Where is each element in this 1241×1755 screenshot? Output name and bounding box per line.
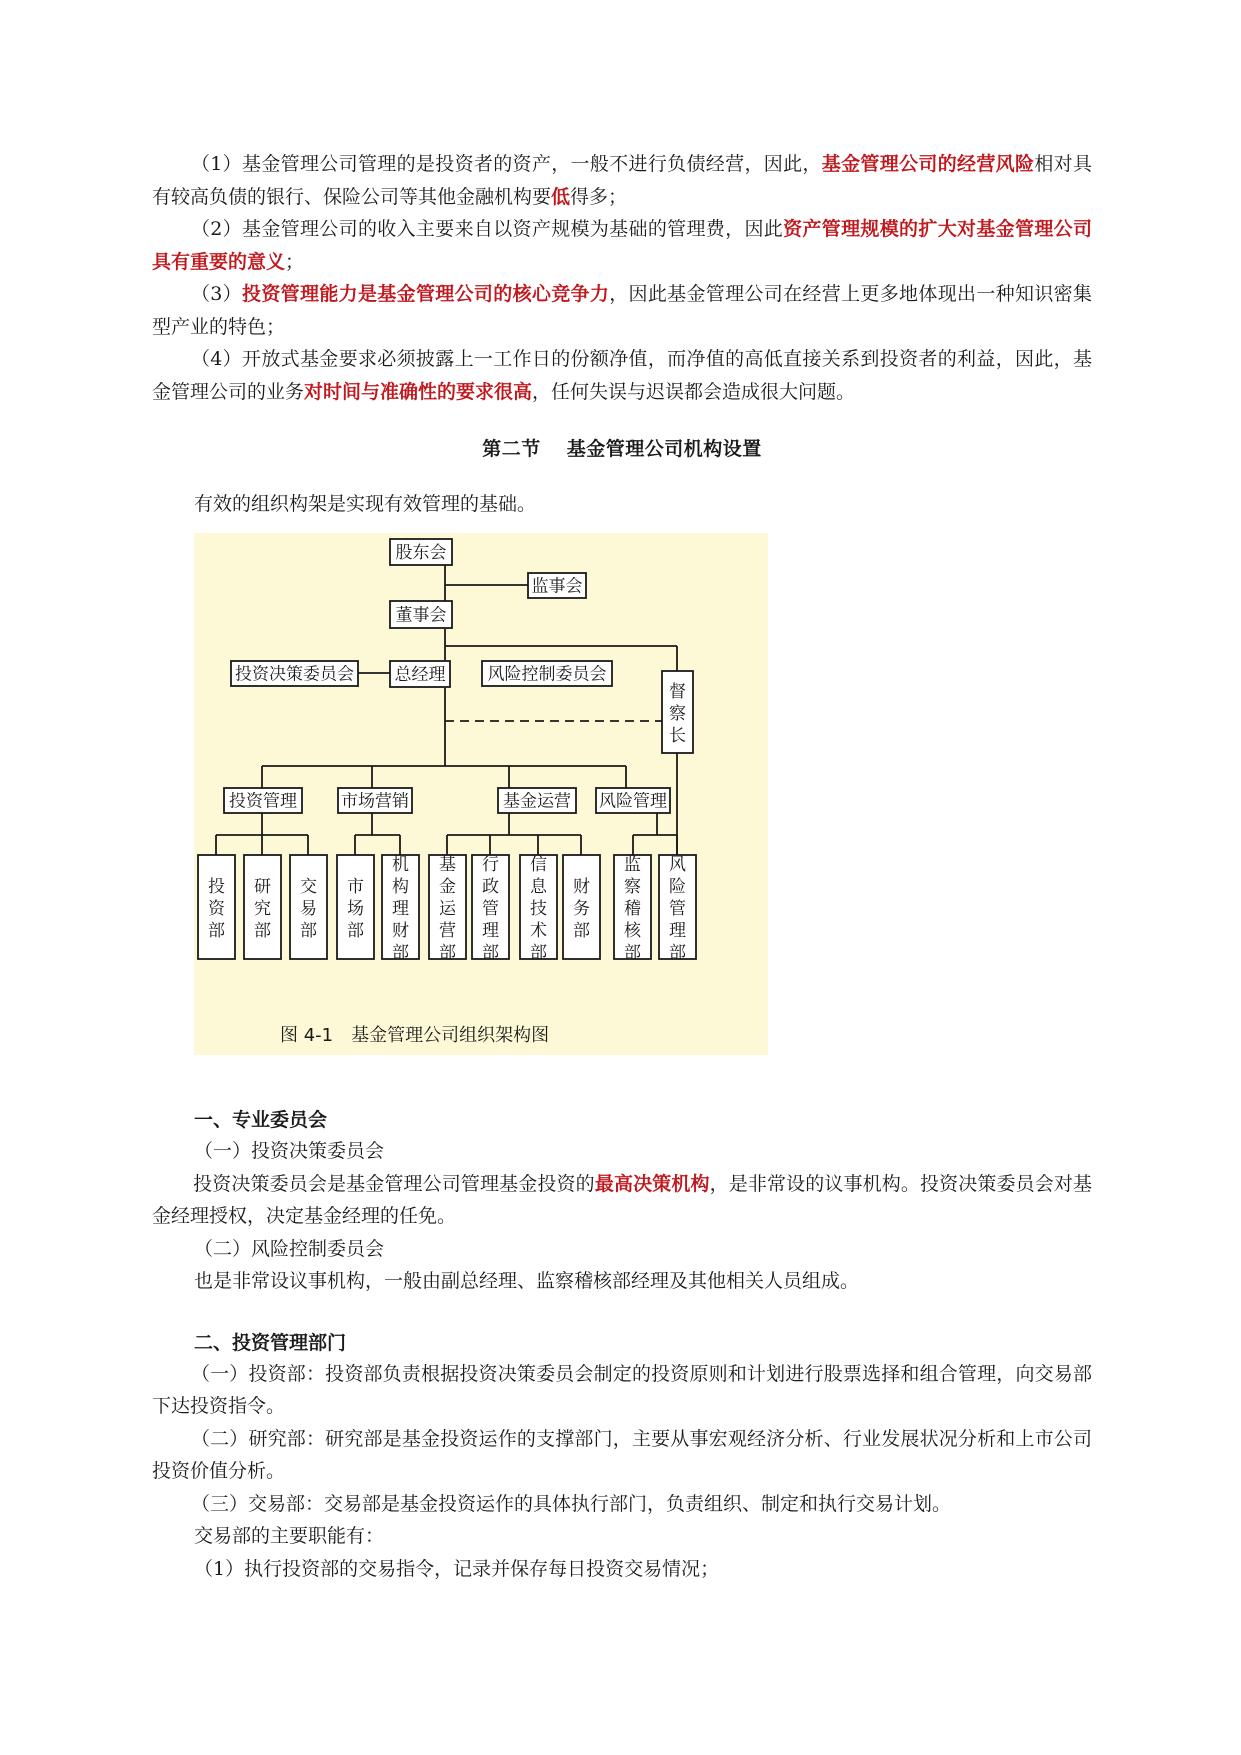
document-page: [152, 148, 1092, 1585]
sub-invest-committee: （一）投资决策委员会: [194, 1140, 385, 1162]
box-unit-3-3-char: 部: [530, 943, 547, 963]
intro-sentence: 有效的组织构架是实现有效管理的基础。: [194, 492, 537, 515]
box-unit-3-1-char: 部: [439, 943, 456, 963]
heading-committees: 一、专业委员会: [194, 1109, 328, 1131]
box-unit-3-1-char: 金: [439, 877, 456, 897]
box-division-1-label: 投资管理: [229, 791, 297, 812]
box-unit-3-2-char: 部: [482, 943, 499, 963]
box-division-2: [338, 788, 412, 813]
point-1-text-2: 相对具有较高负债的银行、保险公司等其他金融机构要: [152, 153, 1092, 208]
para-trading-dept: （三）交易部：交易部是基金投资运作的具体执行部门，负责组织、制定和执行交易计划。: [190, 1492, 951, 1515]
box-unit-1-2-char: 究: [254, 899, 271, 919]
section-number: 第二节: [482, 438, 541, 460]
box-unit-2-2: [382, 855, 419, 963]
box-unit-3-2-char: 政: [482, 877, 499, 897]
box-unit-2-2-char: 构: [392, 877, 409, 897]
box-unit-1-3-char: 易: [300, 899, 317, 919]
box-unit-2-2-char: 部: [392, 943, 409, 963]
box-unit-1-3-char: 交: [300, 877, 317, 897]
box-unit-4-1-char: 部: [624, 943, 641, 963]
point-1-text-3: 得多；: [570, 185, 628, 208]
box-inspector: [662, 671, 693, 753]
box-unit-4-1-char: 监: [624, 855, 641, 875]
box-division-3: [498, 788, 576, 813]
box-unit-1-1: [198, 855, 235, 959]
box-supervisors-label: 监事会: [531, 576, 583, 597]
box-unit-4-2-char: 部: [669, 943, 686, 963]
para-emphasis: 最高决策机构: [594, 1172, 710, 1195]
point-2-emphasis: 资产管理规模的扩大对基金管理公司具有重要的意义: [152, 218, 1092, 273]
box-general-manager: [390, 661, 450, 687]
point-1-text: （1）基金管理公司管理的是投资者的资产，一般不进行负债经营，因此，: [190, 153, 822, 175]
box-unit-3-4-char: 财: [573, 877, 590, 897]
box-unit-3-3-char: 信: [530, 855, 547, 875]
box-shareholders-label: 股东会: [395, 543, 447, 563]
org-chart: [194, 533, 768, 1055]
para-risk-committee: 也是非常设议事机构，一般由副总经理、监察稽核部经理及其他相关人员组成。: [194, 1270, 860, 1292]
section-title: [152, 433, 1092, 466]
box-unit-2-2-char: 财: [392, 921, 409, 941]
box-inspector-char: 长: [669, 726, 686, 746]
point-4-text: （4）开放式基金要求必须披露上一工作日的份额净值，而净值的高低直接关系到投资者的利益，因此，基金管理公司的业务: [152, 348, 1092, 403]
box-division-4: [596, 788, 670, 813]
para-text: 投资决策委员会是基金管理公司管理基金投资的: [193, 1172, 595, 1195]
box-division-1: [224, 788, 302, 813]
box-unit-3-4-char: 务: [573, 899, 590, 919]
box-division-4-label: 风险管理: [599, 791, 667, 812]
figure-caption: 图 4-1 基金管理公司组织架构图: [280, 1025, 550, 1046]
box-unit-3-4-char: 部: [573, 921, 590, 941]
point-3: [152, 278, 1092, 343]
box-unit-4-2-char: 风: [669, 855, 686, 875]
point-3-emphasis: 投资管理能力是基金管理公司的核心竞争力: [242, 283, 610, 305]
box-general-manager-label: 总经理: [394, 665, 446, 685]
box-unit-1-1-char: 部: [208, 921, 225, 941]
box-unit-2-2-char: 理: [392, 899, 409, 919]
point-2-text: （2）基金管理公司的收入主要来自以资产规模为基础的管理费，因此: [190, 218, 784, 240]
para-invest-dept: （一）投资部：投资部负责根据投资决策委员会制定的投资原则和计划进行股票选择和组合管理，向交易部下达投资指令。: [152, 1362, 1092, 1417]
box-invest-committee-label: 投资决策委员会: [235, 664, 354, 685]
section-name: 基金管理公司机构设置: [566, 438, 762, 460]
box-board-label: 董事会: [395, 605, 447, 626]
box-unit-2-1: [337, 855, 374, 959]
box-unit-2-1-char: 部: [347, 921, 364, 941]
box-unit-3-1-char: 运: [439, 899, 456, 919]
box-unit-1-2-char: 部: [254, 921, 271, 941]
para-research-dept: （二）研究部：研究部是基金投资运作的支撑部门，主要从事宏观经济分析、行业发展状况分析和上市公司投资价值分析。: [152, 1427, 1092, 1482]
box-unit-4-2-char: 险: [669, 877, 686, 897]
para-invest-committee: [152, 1168, 1092, 1233]
box-unit-4-1-char: 察: [624, 877, 641, 897]
point-2-text-2: ；: [285, 250, 305, 273]
box-shareholders: [390, 539, 452, 565]
heading-investment-dept: 二、投资管理部门: [194, 1331, 347, 1354]
box-unit-3-1-char: 基: [439, 855, 456, 875]
box-division-3-label: 基金运营: [503, 791, 571, 812]
box-unit-3-3-char: 技: [530, 899, 547, 919]
org-chart-figure: [194, 533, 768, 1055]
box-unit-4-2: [659, 855, 696, 963]
box-unit-3-1: [429, 855, 466, 963]
box-invest-committee: [231, 661, 358, 686]
box-unit-4-1-char: 稽: [624, 899, 641, 919]
box-unit-1-3: [290, 855, 327, 959]
point-1-emphasis: 基金管理公司的经营风险: [821, 153, 1035, 175]
box-unit-1-1-char: 资: [208, 899, 225, 919]
box-unit-3-3: [520, 855, 557, 963]
box-unit-4-1-char: 核: [624, 921, 641, 941]
box-unit-3-3-char: 息: [530, 877, 547, 897]
box-unit-2-2-char: 机: [392, 855, 409, 875]
point-2: [152, 213, 1092, 278]
point-1: [152, 148, 1092, 213]
point-4: [152, 343, 1092, 408]
point-4-emphasis: 对时间与准确性的要求很高: [304, 380, 533, 403]
box-unit-2-1-char: 场: [347, 899, 364, 919]
box-unit-3-3-char: 术: [530, 921, 547, 941]
box-unit-4-1: [614, 855, 651, 963]
box-unit-3-2-char: 行: [482, 855, 499, 875]
para-trading-function-1: （1）执行投资部的交易指令，记录并保存每日投资交易情况；: [194, 1557, 720, 1580]
box-risk-committee: [482, 661, 612, 686]
box-inspector-char: 督: [669, 682, 686, 702]
box-inspector-char: 察: [669, 704, 686, 724]
box-unit-1-1-char: 投: [208, 877, 225, 897]
box-unit-1-3-char: 部: [300, 921, 317, 941]
box-division-2-label: 市场营销: [341, 791, 409, 812]
box-board: [390, 601, 452, 628]
point-4-text-2: ，任何失误与迟误都会造成很大问题。: [532, 380, 856, 403]
box-unit-3-2-char: 管: [482, 899, 499, 919]
point-3-text-2: ，因此基金管理公司在经营上更多地体现出一种知识密集型产业的特色；: [152, 283, 1092, 338]
box-risk-committee-label: 风险控制委员会: [487, 664, 607, 685]
box-unit-2-1-char: 市: [347, 877, 364, 897]
box-unit-1-2-char: 研: [254, 877, 271, 897]
box-unit-3-4: [563, 855, 600, 959]
box-unit-3-2-char: 理: [482, 921, 499, 941]
box-unit-3-1-char: 营: [439, 921, 456, 941]
point-3-text: （3）: [190, 283, 243, 305]
sub-risk-committee: （二）风险控制委员会: [194, 1237, 385, 1260]
box-supervisors: [528, 573, 586, 598]
para-trading-functions: 交易部的主要职能有：: [194, 1525, 385, 1547]
box-unit-4-2-char: 理: [669, 921, 686, 941]
box-unit-1-2: [244, 855, 281, 959]
para-text-2: ，是非常设的议事机构。投资决策委员会对基金经理授权，决定基金经理的任免。: [152, 1172, 1092, 1227]
box-unit-3-2: [472, 855, 509, 963]
box-unit-4-2-char: 管: [669, 899, 686, 919]
point-1-emphasis-2: 低: [551, 185, 571, 208]
